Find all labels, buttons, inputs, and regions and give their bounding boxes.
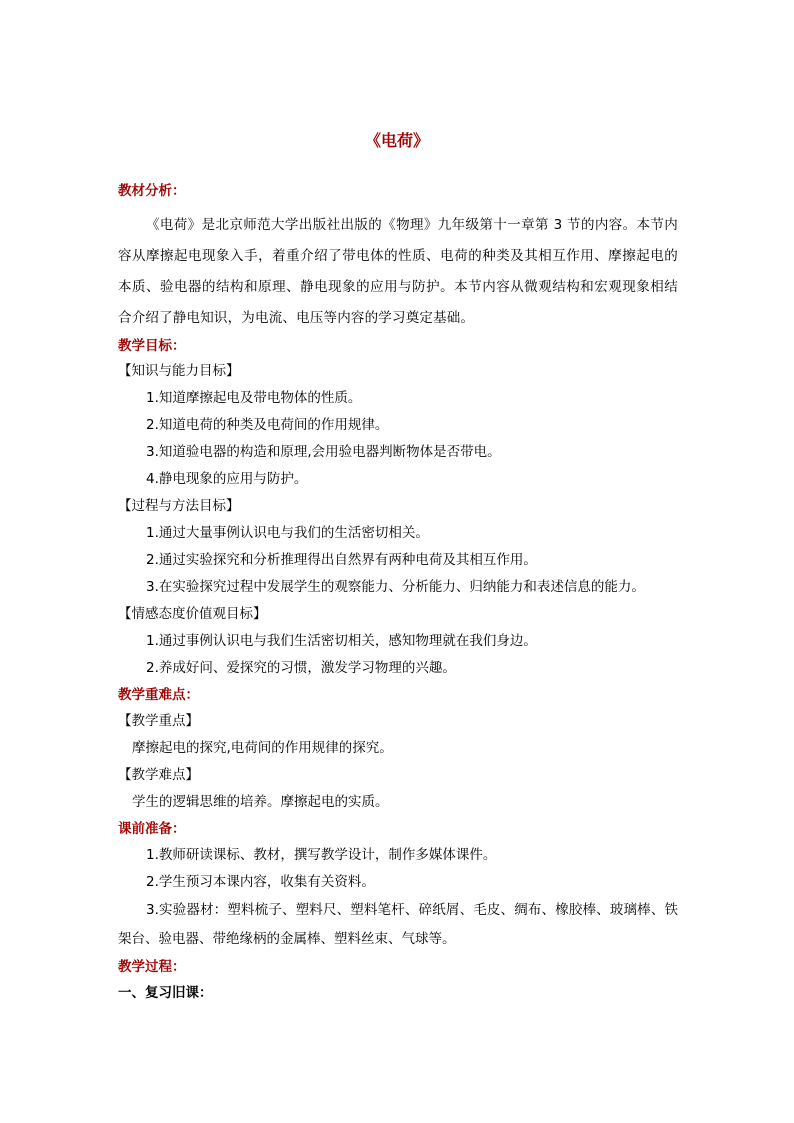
subheading-teaching-difficulty: 【教学难点】: [118, 767, 199, 783]
list-item: 4.静电现象的应用与防护。: [146, 471, 308, 487]
list-item: 3.知道验电器的构造和原理,会用验电器判断物体是否带电。: [146, 444, 501, 460]
subheading-review: 一、复习旧课：: [118, 985, 213, 1001]
heading-key-points: 教学重难点：: [118, 687, 199, 703]
heading-objectives: 教学目标：: [118, 338, 186, 354]
list-item: 1.知道摩擦起电及带电物体的性质。: [146, 390, 362, 406]
heading-textbook-analysis: 教材分析：: [118, 183, 186, 199]
list-item: 1.通过事例认识电与我们生活密切相关，感知物理就在我们身边。: [146, 633, 537, 649]
subheading-knowledge-goals: 【知识与能力目标】: [118, 363, 240, 379]
list-item: 3.实验器材：塑料梳子、塑料尺、塑料笔杆、碎纸屑、毛皮、绸布、橡胶棒、玻璃棒、铁架台、验电器、带绝缘柄的金属棒、塑料丝束、气球等。: [118, 902, 678, 947]
list-item: 2.通过实验探究和分析推理得出自然界有两种电荷及其相互作用。: [146, 552, 537, 568]
list-item: 1.通过大量事例认识电与我们的生活密切相关。: [146, 525, 429, 541]
list-item: 2.知道电荷的种类及电荷间的作用规律。: [146, 417, 389, 433]
subheading-process-goals: 【过程与方法目标】: [118, 498, 240, 514]
document-title: 《电荷》: [364, 131, 429, 150]
heading-teaching-process: 教学过程：: [118, 959, 186, 975]
document-body: [118, 178, 678, 1007]
subheading-teaching-focus: 【教学重点】: [118, 713, 199, 729]
heading-preparation: 课前准备：: [118, 821, 186, 837]
list-item: 2.养成好问、爱探究的习惯，激发学习物理的兴趣。: [146, 660, 456, 676]
teaching-difficulty-text: 学生的逻辑思维的培养。摩擦起电的实质。: [132, 794, 389, 810]
list-item: 2.学生预习本课内容，收集有关资料。: [146, 874, 375, 890]
subheading-emotion-goals: 【情感态度价值观目标】: [118, 606, 267, 622]
paragraph-textbook-analysis: 《电荷》是北京师范大学出版社出版的《物理》九年级第十一章第 3 节的内容。本节内容从摩擦起电现象入手，着重介绍了带电体的性质、电荷的种类及其相互作用、摩擦起电的本质、验电器的结构和原理、静电现象的应用与防护。本节内容从微观结构和宏观现象相结合介绍了静电知识，为电流、电压等内容的学习奠定基础。: [118, 217, 678, 326]
list-item: 3.在实验探究过程中发展学生的观察能力、分析能力、归纳能力和表述信息的能力。: [146, 579, 645, 595]
teaching-focus-text: 摩擦起电的探究,电荷间的作用规律的探究。: [132, 740, 393, 756]
list-item: 1.教师研读课标、教材，撰写教学设计，制作多媒体课件。: [146, 847, 497, 863]
